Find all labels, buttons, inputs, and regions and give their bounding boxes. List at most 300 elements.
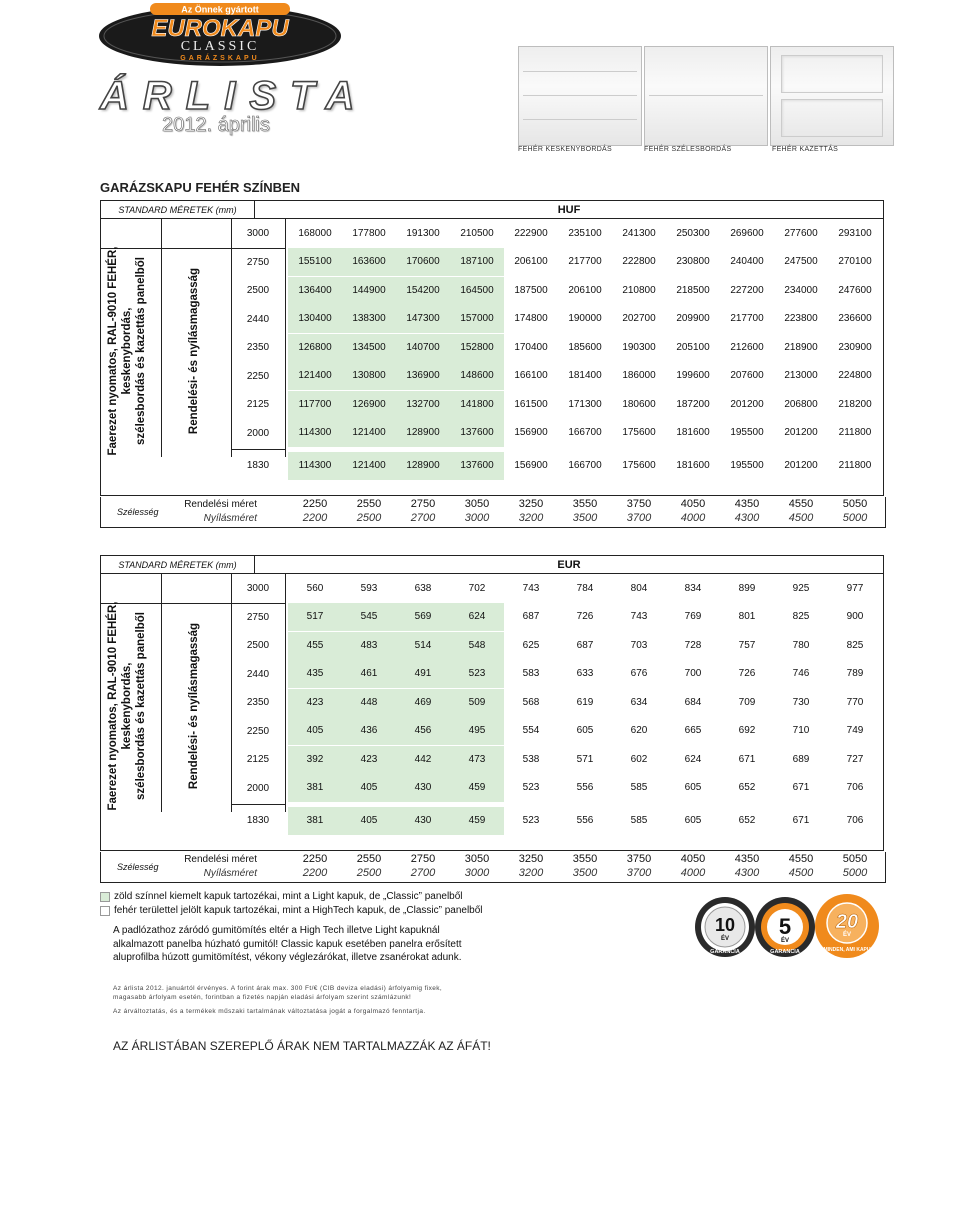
price-cell: 743 — [522, 582, 540, 594]
price-cell: 726 — [738, 668, 756, 679]
price-cell: 114300 — [288, 452, 342, 480]
price-cell: 247500 — [784, 256, 818, 267]
opening-size-label: Nyílásméret — [203, 868, 257, 879]
price-cell: 684 — [684, 696, 702, 708]
price-cell: 230800 — [676, 256, 710, 267]
eur-price-table — [100, 555, 884, 879]
legend-green — [100, 891, 463, 902]
order-size-value: 4550 — [788, 853, 814, 865]
order-size-value: 4350 — [734, 498, 760, 510]
price-cell: 538 — [522, 753, 540, 765]
order-size-value: 4350 — [734, 853, 760, 865]
price-cell: 784 — [576, 582, 594, 594]
height-label: 2440 — [246, 668, 270, 680]
opening-size-value: 2700 — [410, 867, 436, 879]
opening-size-value: 3200 — [518, 512, 544, 524]
price-cell: 825 — [846, 639, 864, 651]
price-cell: 206800 — [784, 398, 818, 410]
price-cell: 548 — [450, 632, 504, 660]
price-cell: 137600 — [450, 419, 504, 447]
price-cell: 381 — [288, 807, 342, 835]
price-cell: 687 — [522, 611, 540, 622]
price-cell: 206100 — [568, 284, 602, 296]
price-cell: 168000 — [298, 227, 332, 239]
order-size-value: 2250 — [302, 853, 328, 865]
brand-sub2: GARÁZSKAPU — [180, 55, 260, 62]
price-cell: 218500 — [676, 284, 710, 296]
height-label: 2750 — [246, 256, 270, 268]
opening-size-value: 5000 — [842, 512, 868, 524]
badge-20-number: 20 — [835, 911, 859, 933]
height-label: 2350 — [246, 342, 270, 353]
width-label: Szélesség — [117, 862, 159, 872]
twenty-years-badge-icon — [814, 893, 880, 959]
price-cell: 201200 — [784, 459, 818, 471]
price-cell: 154200 — [396, 277, 450, 305]
price-cell: 495 — [450, 717, 504, 745]
price-cell: 571 — [576, 753, 594, 765]
price-cell: 743 — [630, 611, 648, 622]
price-cell: 554 — [522, 725, 540, 736]
price-cell: 164500 — [450, 277, 504, 305]
price-cell: 147300 — [396, 305, 450, 333]
price-cell: 423 — [288, 689, 342, 717]
price-cell: 624 — [450, 603, 504, 631]
price-cell: 114300 — [288, 419, 342, 447]
swatch-label-keskenybordas: FEHÉR KESKENYBORDÁS — [518, 146, 612, 153]
price-cell: 141800 — [450, 391, 504, 419]
opening-size-label: Nyílásméret — [203, 513, 257, 524]
rights-note: Az árváltoztatás, és a termékek műszaki tartalmának változtatása jogát a forgalmazó fenntartja. — [113, 1008, 426, 1015]
order-size-label: Rendelési méret — [184, 499, 257, 510]
price-cell: 687 — [576, 639, 594, 651]
price-cell: 156900 — [514, 459, 548, 471]
price-cell: 692 — [738, 725, 756, 736]
height-label: 2250 — [246, 725, 270, 737]
badge-10-number: 10 — [714, 915, 736, 935]
note-line-2: alkalmazott panelba húzható gumitól! Classic kapuk esetében panelra erősített — [113, 938, 462, 950]
legend-white-swatch — [100, 906, 110, 916]
opening-size-value: 3000 — [464, 512, 490, 524]
legend-white — [100, 905, 483, 916]
price-cell: 136900 — [396, 362, 450, 390]
order-size-value: 2750 — [410, 853, 436, 865]
price-cell: 523 — [450, 660, 504, 688]
price-cell: 469 — [396, 689, 450, 717]
width-row — [100, 852, 886, 883]
height-label: 2125 — [246, 399, 270, 410]
price-cell: 166100 — [514, 370, 548, 381]
material-side-label-line: Faerezet nyomatos, RAL-9010 FEHÉR, — [107, 246, 119, 456]
brand-tagline: Az Önnek gyártott — [181, 4, 259, 15]
note-line-1: A padlózathoz záródó gumitömítés eltér a High Tech illetve Light kapuknál — [113, 925, 440, 936]
price-cell: 757 — [738, 639, 756, 651]
price-cell: 619 — [576, 696, 594, 708]
price-cell: 770 — [846, 696, 864, 708]
height-label: 2000 — [246, 782, 270, 794]
price-cell: 523 — [522, 782, 540, 793]
price-cell: 834 — [684, 582, 702, 594]
order-size-value: 4550 — [788, 498, 814, 510]
height-label: 2500 — [246, 640, 270, 651]
height-label: 1830 — [246, 460, 270, 471]
price-cell: 250300 — [676, 227, 710, 239]
price-cell: 545 — [342, 603, 396, 631]
price-cell: 218200 — [838, 398, 872, 410]
price-cell: 126800 — [288, 334, 342, 362]
opening-size-value: 4500 — [788, 867, 814, 879]
table-divider — [231, 574, 232, 812]
price-cell: 174800 — [514, 313, 548, 324]
price-cell: 702 — [468, 582, 486, 594]
price-cell: 134500 — [342, 334, 396, 362]
price-cell: 423 — [342, 746, 396, 774]
order-size-value: 3050 — [464, 498, 490, 510]
price-cell: 789 — [846, 668, 864, 679]
legend-green-text: zöld színnel kiemelt kapuk tartozékai, mint a Light kapuk, de „Classic” panelből — [114, 891, 463, 902]
material-side-label-line: keskenybordás, — [121, 307, 133, 395]
price-cell: 633 — [576, 668, 594, 679]
price-cell: 201200 — [784, 427, 818, 438]
price-cell: 517 — [288, 603, 342, 631]
price-cell: 730 — [792, 696, 810, 708]
price-cell: 625 — [522, 639, 540, 651]
height-label: 2125 — [246, 754, 270, 765]
table-divider — [285, 574, 286, 812]
width-row — [100, 497, 886, 528]
price-cell: 170600 — [396, 248, 450, 276]
order-size-value: 3250 — [518, 853, 544, 865]
price-cell: 780 — [792, 639, 810, 651]
validity-note-1: Az árlista 2012. januártól érvényes. A forint árak max. 300 Ft/€ (CIB deviza eladási) árfolyamig fixek, — [113, 985, 443, 992]
price-cell: 925 — [792, 582, 810, 594]
price-cell: 593 — [360, 582, 378, 594]
badge-10-bottom: GARANCIA — [710, 949, 740, 955]
price-cell: 130400 — [288, 305, 342, 333]
price-cell: 195500 — [730, 427, 764, 438]
price-cell: 710 — [792, 725, 810, 736]
price-cell: 163600 — [342, 248, 396, 276]
material-side-label-line: szélesbordás és kazettás panelből — [135, 612, 147, 801]
price-cell: 210800 — [622, 284, 656, 296]
price-cell: 624 — [684, 753, 702, 765]
price-cell: 206100 — [514, 256, 548, 267]
price-cell: 605 — [576, 725, 594, 736]
price-cell: 430 — [396, 774, 450, 802]
opening-size-value: 3700 — [626, 867, 652, 879]
price-cell: 236600 — [838, 313, 872, 324]
price-cell: 144900 — [342, 277, 396, 305]
price-cell: 456 — [396, 717, 450, 745]
badge-5-unit: ÉV — [780, 938, 790, 944]
price-cell: 620 — [630, 725, 648, 736]
huf-price-table — [100, 200, 884, 524]
price-cell: 638 — [414, 582, 432, 594]
table-divider — [161, 574, 162, 812]
order-size-value: 4050 — [680, 853, 706, 865]
price-cell: 175600 — [622, 427, 656, 438]
price-cell: 459 — [450, 774, 504, 802]
price-cell: 211800 — [838, 459, 872, 471]
swatch-kazettas — [770, 46, 894, 146]
height-label: 2250 — [246, 370, 270, 382]
price-cell: 166700 — [568, 459, 602, 471]
price-cell: 199600 — [676, 370, 710, 381]
price-cell: 191300 — [406, 227, 440, 239]
price-cell: 405 — [342, 774, 396, 802]
price-cell: 900 — [846, 611, 864, 622]
order-size-value: 3550 — [572, 853, 598, 865]
price-cell: 605 — [684, 814, 702, 826]
currency-label: HUF — [255, 201, 883, 219]
price-cell: 234000 — [784, 284, 818, 296]
price-cell: 568 — [522, 696, 540, 708]
height-label: 2750 — [246, 611, 270, 623]
price-cell: 181600 — [676, 459, 710, 471]
order-size-value: 2750 — [410, 498, 436, 510]
price-cell: 430 — [396, 807, 450, 835]
opening-size-value: 3700 — [626, 512, 652, 524]
badge-10-unit: ÉV — [720, 936, 730, 942]
price-cell: 727 — [846, 753, 864, 765]
price-cell: 240400 — [730, 256, 764, 267]
price-cell: 117700 — [288, 391, 342, 419]
price-cell: 132700 — [396, 391, 450, 419]
price-cell: 227200 — [730, 284, 764, 296]
width-label: Szélesség — [117, 507, 159, 517]
opening-size-value: 2200 — [302, 867, 328, 879]
price-cell: 700 — [684, 668, 702, 679]
table-divider — [231, 219, 232, 457]
price-cell: 652 — [738, 782, 756, 793]
price-cell: 201200 — [730, 398, 764, 410]
price-cell: 177800 — [352, 227, 386, 239]
price-cell: 128900 — [396, 452, 450, 480]
table-divider — [285, 219, 286, 457]
price-cell: 556 — [576, 814, 594, 826]
price-cell: 187500 — [514, 284, 548, 296]
brand-name: EUROKAPU — [151, 15, 289, 42]
opening-size-value: 4300 — [734, 512, 760, 524]
price-cell: 277600 — [784, 227, 818, 239]
guarantee-5-badge-icon — [754, 896, 816, 958]
price-cell: 218900 — [784, 341, 818, 353]
price-cell: 156900 — [514, 427, 548, 438]
price-cell: 186000 — [622, 370, 656, 381]
price-cell: 676 — [630, 668, 648, 679]
price-cell: 207600 — [730, 370, 764, 381]
price-cell: 209900 — [676, 313, 710, 324]
opening-size-value: 4000 — [680, 867, 706, 879]
price-cell: 709 — [738, 696, 756, 708]
price-cell: 689 — [792, 753, 810, 765]
legend-white-text: fehér területtel jelölt kapuk tartozékai, mint a HighTech kapuk, de „Classic” panelből — [114, 905, 483, 916]
price-cell: 152800 — [450, 334, 504, 362]
price-cell: 171300 — [568, 398, 602, 410]
price-cell: 126900 — [342, 391, 396, 419]
price-cell: 726 — [576, 611, 594, 622]
price-cell: 583 — [522, 668, 540, 679]
price-cell: 224800 — [838, 370, 872, 381]
standard-sizes-label: STANDARD MÉRETEK (mm) — [101, 556, 255, 574]
price-cell: 435 — [288, 660, 342, 688]
price-cell: 161500 — [514, 398, 548, 410]
material-side-label — [106, 601, 156, 811]
date-label: 2012. április — [162, 114, 270, 136]
price-cell: 121400 — [342, 452, 396, 480]
order-size-value: 3550 — [572, 498, 598, 510]
section-title: GARÁZSKAPU FEHÉR SZÍNBEN — [100, 180, 301, 195]
price-cell: 170400 — [514, 341, 548, 353]
price-cell: 293100 — [838, 227, 872, 239]
opening-size-value: 3500 — [572, 867, 598, 879]
swatch-label-kazettas: FEHÉR KAZETTÁS — [772, 146, 839, 153]
price-cell: 217700 — [568, 256, 602, 267]
swatch-szelesbordas — [644, 46, 768, 146]
price-cell: 825 — [792, 611, 810, 622]
price-cell: 205100 — [676, 341, 710, 353]
badge-20-unit: ÉV — [842, 932, 852, 938]
price-cell: 977 — [846, 582, 864, 594]
price-cell: 166700 — [568, 427, 602, 438]
price-cell: 157000 — [450, 305, 504, 333]
price-cell: 442 — [396, 746, 450, 774]
guarantee-10-badge-icon — [694, 896, 756, 958]
price-cell: 185600 — [568, 341, 602, 353]
price-cell: 270100 — [838, 256, 872, 267]
price-cell: 381 — [288, 774, 342, 802]
price-cell: 136400 — [288, 277, 342, 305]
order-size-value: 2250 — [302, 498, 328, 510]
price-cell: 605 — [684, 782, 702, 793]
price-cell: 190000 — [568, 313, 602, 324]
price-cell: 241300 — [622, 227, 656, 239]
price-cell: 175600 — [622, 459, 656, 471]
price-cell: 569 — [396, 603, 450, 631]
material-side-label-line: Faerezet nyomatos, RAL-9010 FEHÉR, — [107, 601, 119, 811]
brand-sub: CLASSIC — [180, 39, 260, 54]
price-cell: 706 — [846, 782, 864, 793]
price-cell: 187100 — [450, 248, 504, 276]
price-cell: 128900 — [396, 419, 450, 447]
material-side-label-line: keskenybordás, — [121, 662, 133, 750]
eurokapu-logo — [98, 2, 342, 66]
price-cell: 665 — [684, 725, 702, 736]
order-size-value: 5050 — [842, 853, 868, 865]
price-cell: 230900 — [838, 341, 872, 353]
order-size-value: 3750 — [626, 853, 652, 865]
order-size-value: 2550 — [356, 498, 382, 510]
price-cell: 473 — [450, 746, 504, 774]
price-cell: 187200 — [676, 398, 710, 410]
validity-note-2: magasabb árfolyam esetén, forintban a fizetés napján eladási árfolyam szerint számlázunk! — [113, 994, 412, 1001]
opening-size-value: 3500 — [572, 512, 598, 524]
order-size-value: 4050 — [680, 498, 706, 510]
order-size-value: 3050 — [464, 853, 490, 865]
table-divider — [231, 449, 285, 450]
opening-size-value: 3200 — [518, 867, 544, 879]
currency-label: EUR — [255, 556, 883, 574]
opening-size-value: 4300 — [734, 867, 760, 879]
price-cell: 728 — [684, 639, 702, 651]
height-label: 3000 — [246, 228, 270, 239]
price-cell: 213000 — [784, 370, 818, 381]
price-cell: 804 — [630, 582, 648, 594]
price-cell: 671 — [738, 753, 756, 765]
price-cell: 211800 — [838, 427, 872, 438]
material-side-label — [106, 246, 156, 456]
opening-size-value: 5000 — [842, 867, 868, 879]
price-cell: 235100 — [568, 227, 602, 239]
price-cell: 560 — [306, 582, 324, 594]
price-cell: 749 — [846, 725, 864, 736]
price-cell: 392 — [288, 746, 342, 774]
height-side-label: Rendelési- és nyílásmagasság — [188, 623, 200, 790]
height-label: 2500 — [246, 285, 270, 296]
price-cell: 217700 — [730, 313, 764, 324]
opening-size-value: 2200 — [302, 512, 328, 524]
order-size-value: 3250 — [518, 498, 544, 510]
page-title: ÁRLISTA — [100, 74, 369, 118]
price-cell: 671 — [792, 782, 810, 793]
note-line-3: aluprofilba húzott gumitömítést, vékony véglezárókat, illetve zsanérokat adunk. — [113, 952, 462, 963]
price-cell: 585 — [630, 814, 648, 826]
price-cell: 436 — [342, 717, 396, 745]
price-cell: 181600 — [676, 427, 710, 438]
price-cell: 269600 — [730, 227, 764, 239]
price-cell: 190300 — [622, 341, 656, 353]
price-cell: 746 — [792, 668, 810, 679]
price-cell: 202700 — [622, 313, 656, 324]
price-cell: 222900 — [514, 227, 548, 239]
price-cell: 138300 — [342, 305, 396, 333]
price-cell: 634 — [630, 696, 648, 708]
price-cell: 491 — [396, 660, 450, 688]
opening-size-value: 4500 — [788, 512, 814, 524]
price-cell: 247600 — [838, 284, 872, 296]
order-size-value: 2550 — [356, 853, 382, 865]
price-cell: 769 — [684, 611, 702, 622]
height-label: 2350 — [246, 697, 270, 708]
height-label: 2000 — [246, 427, 270, 439]
price-cell: 523 — [522, 814, 540, 826]
badge-5-number: 5 — [778, 914, 792, 939]
price-cell: 652 — [738, 814, 756, 826]
price-cell: 121400 — [288, 362, 342, 390]
price-cell: 455 — [288, 632, 342, 660]
price-cell: 556 — [576, 782, 594, 793]
price-cell: 181400 — [568, 370, 602, 381]
opening-size-value: 3000 — [464, 867, 490, 879]
price-cell: 405 — [288, 717, 342, 745]
order-size-value: 3750 — [626, 498, 652, 510]
price-cell: 212600 — [730, 341, 764, 353]
price-cell: 222800 — [622, 256, 656, 267]
price-cell: 140700 — [396, 334, 450, 362]
price-cell: 483 — [342, 632, 396, 660]
price-cell: 448 — [342, 689, 396, 717]
badge-5-bottom: GARANCIA — [770, 949, 800, 955]
order-size-label: Rendelési méret — [184, 854, 257, 865]
price-cell: 121400 — [342, 419, 396, 447]
price-cell: 703 — [630, 639, 648, 651]
vat-notice: AZ ÁRLISTÁBAN SZEREPLŐ ÁRAK NEM TARTALMAZZÁK AZ ÁFÁT! — [113, 1039, 491, 1053]
price-cell: 602 — [630, 753, 648, 765]
height-label: 2440 — [246, 313, 270, 325]
legend-green-swatch — [100, 892, 110, 902]
price-cell: 130800 — [342, 362, 396, 390]
opening-size-value: 2500 — [356, 512, 382, 524]
